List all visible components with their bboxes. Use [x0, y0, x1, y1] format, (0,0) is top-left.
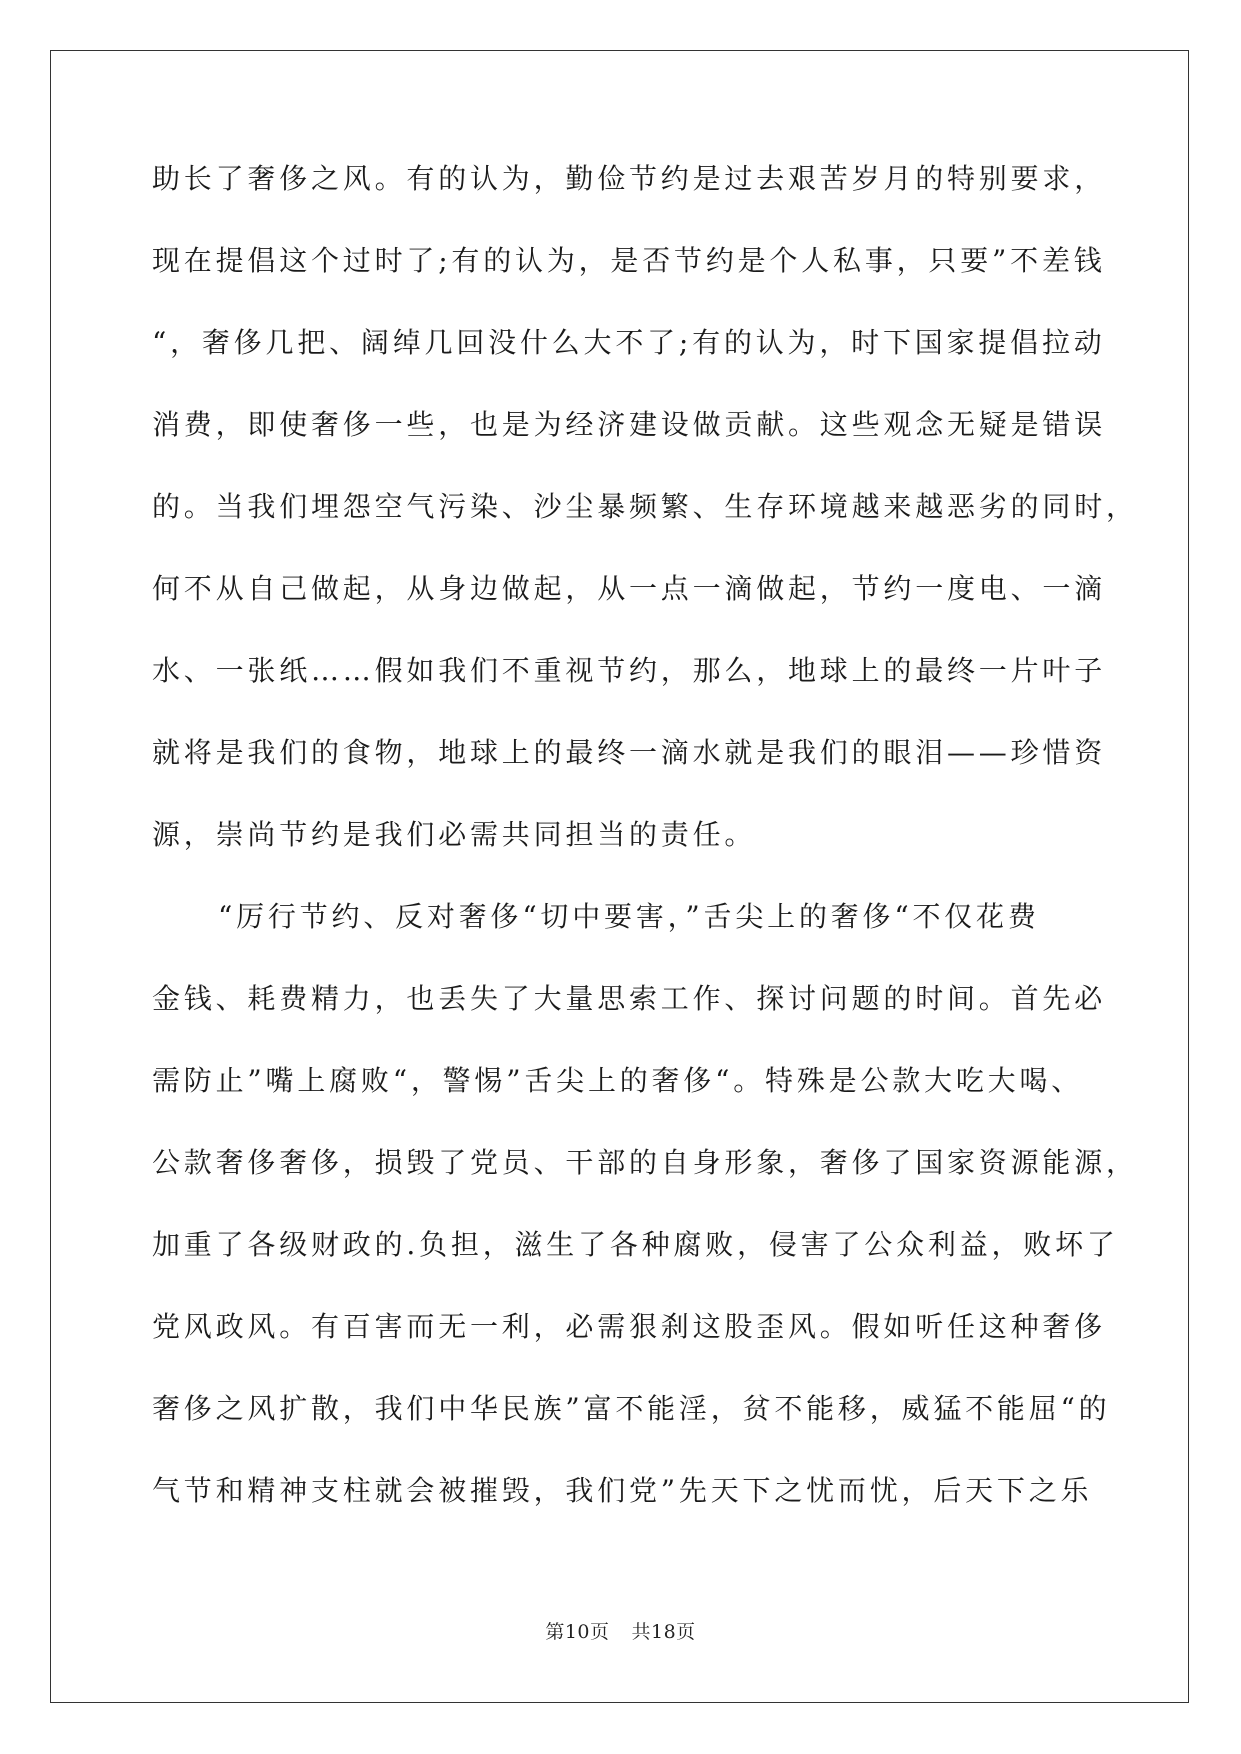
text-line: 水、一张纸……假如我们不重视节约，那么，地球上的最终一片叶子 [152, 654, 1107, 687]
text-line: 金钱、耗费精力，也丢失了大量思索工作、探讨问题的时间。首先必 [152, 982, 1107, 1015]
text-line: 奢侈之风扩散，我们中华民族”富不能淫，贫不能移，威猛不能屈“的 [152, 1392, 1111, 1425]
text-line: 现在提倡这个过时了;有的认为，是否节约是个人私事，只要”不差钱 [152, 244, 1106, 277]
page-footer [0, 1617, 1241, 1644]
text-line: 源，崇尚节约是我们必需共同担当的责任。 [152, 818, 757, 851]
text-line: 加重了各级财政的.负担，滋生了各种腐败，侵害了公众利益，败坏了 [152, 1228, 1119, 1261]
page-total: 共18页 [631, 1621, 696, 1643]
text-line: 何不从自己做起，从身边做起，从一点一滴做起，节约一度电、一滴 [152, 572, 1107, 605]
document-body [152, 156, 1138, 1550]
text-line: 气节和精神支柱就会被摧毁，我们党”先天下之忧而忧，后天下之乐 [152, 1474, 1093, 1507]
text-line: 的。当我们埋怨空气污染、沙尘暴频繁、生存环境越来越恶劣的同时， [152, 490, 1138, 523]
text-line: 消费，即使奢侈一些，也是为经济建设做贡献。这些观念无疑是错误 [152, 408, 1107, 441]
text-line: 公款奢侈奢侈，损毁了党员、干部的自身形象，奢侈了国家资源能源， [152, 1146, 1138, 1179]
page-number: 第10页 [545, 1621, 610, 1643]
text-line: 党风政风。有百害而无一利，必需狠刹这股歪风。假如听任这种奢侈 [152, 1310, 1107, 1343]
text-line: 助长了奢侈之风。有的认为，勤俭节约是过去艰苦岁月的特别要求， [152, 162, 1107, 195]
text-line: “，奢侈几把、阔绰几回没什么大不了;有的认为，时下国家提倡拉动 [152, 326, 1106, 359]
text-line: 需防止”嘴上腐败“，警惕”舌尖上的奢侈“。特殊是公款大吃大喝、 [152, 1064, 1084, 1097]
paragraph-first-line: “厉行节约、反对奢侈“切中要害，”舌尖上的奢侈“不仅花费 [218, 900, 1040, 933]
text-line: 就将是我们的食物，地球上的最终一滴水就是我们的眼泪——珍惜资 [152, 736, 1107, 769]
